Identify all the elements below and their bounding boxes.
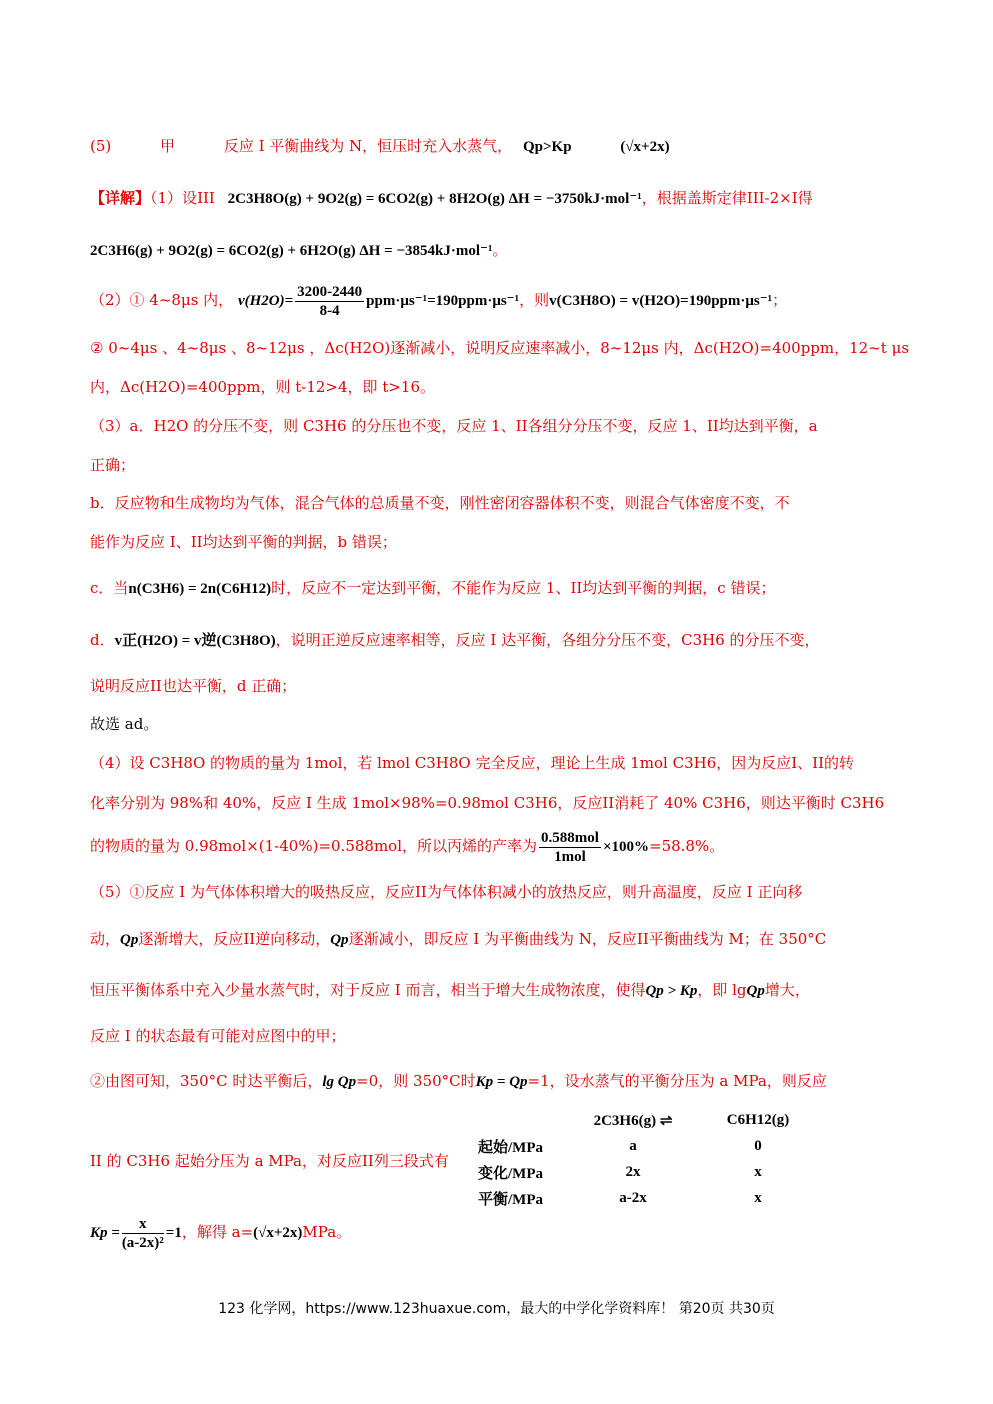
qp-symbol: Qp: [746, 983, 765, 999]
answer-jia: 甲: [160, 137, 176, 155]
explanation-line-8: b．反应物和生成物均为气体，混合气体的总质量不变，刚性密闭容器体积不变，则混合气体密度不变，不: [90, 494, 790, 512]
denominator: 1mol: [554, 848, 586, 865]
text: ，即 lg: [697, 981, 747, 999]
text: 动，: [90, 930, 121, 948]
equation: 2C3H6(g) + 9O2(g) = 6CO2(g) + 6H2O(g) ΔH = −3854kJ·mol⁻¹: [90, 243, 493, 259]
explanation-line-6: （3）a．H2O 的分压不变，则 C3H6 的分压也不变，反应 1、II各组分分压不变，反应 1、II均达到平衡，a: [90, 417, 818, 435]
explanation-line-10: [90, 578, 775, 599]
text: =1，设水蒸气的平衡分压为 a MPa，则反应: [527, 1072, 827, 1090]
text: 逐渐增大，反应II逆向移动，: [138, 930, 331, 948]
text: （2）① 4~8μs 内，: [90, 291, 234, 309]
text: （1）设: [150, 189, 198, 207]
explanation-line-4: ② 0~4μs 、4~8μs 、8~12μs ，Δc(H2O)逐渐减小，说明反应速率减小，8~12μs 内，Δc(H2O)=400ppm，12~t μs: [90, 339, 910, 357]
explanation-line-1: [90, 188, 813, 209]
roman-numeral: III: [197, 189, 215, 207]
explanation-line-5: 内，Δc(H2O)=400ppm，则 t-12>4，即 t>16。: [90, 378, 436, 396]
text: 逐渐减小，即反应 I 为平衡曲线为 N，反应II平衡曲线为 M；在 350°C: [348, 930, 827, 948]
numerator: x: [122, 1215, 164, 1234]
unit: ppm·μs⁻¹=190ppm·μs⁻¹: [366, 293, 520, 309]
explanation-line-18: [90, 929, 826, 950]
fraction: [122, 1215, 164, 1252]
lg-qp: lg Qp: [322, 1074, 357, 1090]
table-row: 起始/MPa a 0: [478, 1137, 762, 1156]
text: MPa。: [302, 1223, 352, 1241]
explanation-line-9: 能作为反应 I、II均达到平衡的判据，b 错误；: [90, 533, 397, 551]
numerator: 0.588mol: [541, 829, 599, 846]
fraction: [539, 829, 601, 866]
explanation-line-19: [90, 980, 810, 1001]
text: III-2×I得: [746, 189, 813, 207]
text: ，根据盖斯定律: [641, 189, 747, 207]
page-footer: 123 化学网，https://www.123huaxue.com，最大的中学化学资料库！ 第20页 共30页: [218, 1301, 775, 1317]
explanation-line-23: [90, 1212, 351, 1253]
denominator: 8-4: [319, 302, 340, 319]
text: ，说明正逆反应速率相等，反应 I 达平衡，各组分分压不变，C3H6 的分压不变，: [275, 631, 820, 649]
answer-expression: (√x+2x): [253, 1225, 303, 1241]
item-number: (5): [90, 137, 112, 155]
inequality: Qp > Kp: [645, 983, 698, 999]
text: 增大，: [764, 981, 810, 999]
text: ，解得 a=: [181, 1223, 254, 1241]
multiplier: ×100%: [602, 839, 649, 855]
text: ②由图可知，350°C 时达平衡后，: [90, 1072, 323, 1090]
explanation-line-14: （4）设 C3H8O 的物质的量为 1mol，若 lmol C3H8O 完全反应，理论上生成 1mol C3H6，因为反应I、II的转: [90, 754, 855, 772]
equation: v(C3H8O) = v(H2O)=190ppm·μs⁻¹: [549, 293, 773, 309]
explanation-line-21: [90, 1071, 827, 1092]
text: 。: [492, 241, 508, 259]
table-row: 变化/MPa 2x x: [478, 1163, 762, 1182]
text: =0，则 350°C时: [356, 1072, 476, 1090]
explanation-line-2: [90, 240, 507, 261]
text: 恒压平衡体系中充入少量水蒸气时，对于反应 I 而言，相当于增大生成物浓度，使得: [90, 981, 646, 999]
text: =1: [165, 1225, 182, 1241]
text: ，则: [519, 291, 550, 309]
explanation-line-20: 反应 I 的状态最有可能对应图中的甲；: [90, 1027, 346, 1045]
explanation-line-12: 说明反应II也达平衡，d 正确；: [90, 677, 297, 695]
numerator: 3200-2440: [297, 283, 363, 300]
text: d．: [90, 631, 115, 649]
equation: Kp = Qp: [475, 1074, 528, 1090]
qp-symbol: Qp: [120, 932, 139, 948]
qp-kp: Qp>Kp: [522, 139, 572, 155]
qp-symbol: Qp: [330, 932, 349, 948]
kp-symbol: Kp =: [90, 1225, 120, 1241]
explanation-line-22: II 的 C3H6 起始分压为 a MPa，对反应II列三段式有: [90, 1152, 449, 1170]
detail-tag: 【详解】: [90, 189, 151, 207]
explanation-line-11: [90, 630, 820, 651]
rate-expression: v(H2O)=: [237, 293, 294, 309]
explanation-line-17: （5）①反应 I 为气体体积增大的吸热反应，反应II为气体体积减小的放热反应，则升高温度，反应 I 正向移: [90, 883, 803, 901]
explanation-line-16: [90, 826, 724, 867]
column-header: 2C3H6(g) ⇌: [593, 1112, 673, 1129]
table-row: 平衡/MPa a-2x x: [478, 1189, 762, 1208]
text: =58.8%。: [649, 837, 725, 855]
three-stage-table: [478, 1107, 818, 1211]
answer-line-5: [90, 136, 670, 157]
text: 的物质的量为 0.98mol×(1-40%)=0.588mol，所以丙烯的产率为: [90, 837, 538, 855]
explanation-line-13: 故选 ad。: [90, 715, 159, 733]
explanation-line-3: [90, 280, 787, 321]
table-header: [478, 1107, 818, 1133]
text: ；: [772, 291, 788, 309]
fraction: [295, 283, 364, 320]
column-header: C6H12(g): [726, 1111, 790, 1128]
denominator: (a-2x)²: [121, 1234, 164, 1251]
explanation-line-15: 化率分别为 98%和 40%，反应 I 生成 1mol×98%=0.98mol C3H6，反应II消耗了 40% C3H6，则达平衡时 C3H6: [90, 794, 885, 812]
explanation-line-7: 正确；: [90, 456, 136, 474]
text: c．当: [90, 579, 129, 597]
equation: n(C3H6) = 2n(C6H12): [128, 581, 272, 597]
equation: 2C3H8O(g) + 9O2(g) = 6CO2(g) + 8H2O(g) ΔH = −3750kJ·mol⁻¹: [227, 191, 642, 207]
answer-expression: (√x+2x): [620, 139, 670, 155]
answer-text: 反应 I 平衡曲线为 N，恒压时充入水蒸气，: [223, 137, 513, 155]
equation: v正(H2O) = v逆(C3H8O): [114, 633, 276, 649]
text: 时，反应不一定达到平衡，不能作为反应 1、II均达到平衡的判据，c 错误；: [271, 579, 776, 597]
